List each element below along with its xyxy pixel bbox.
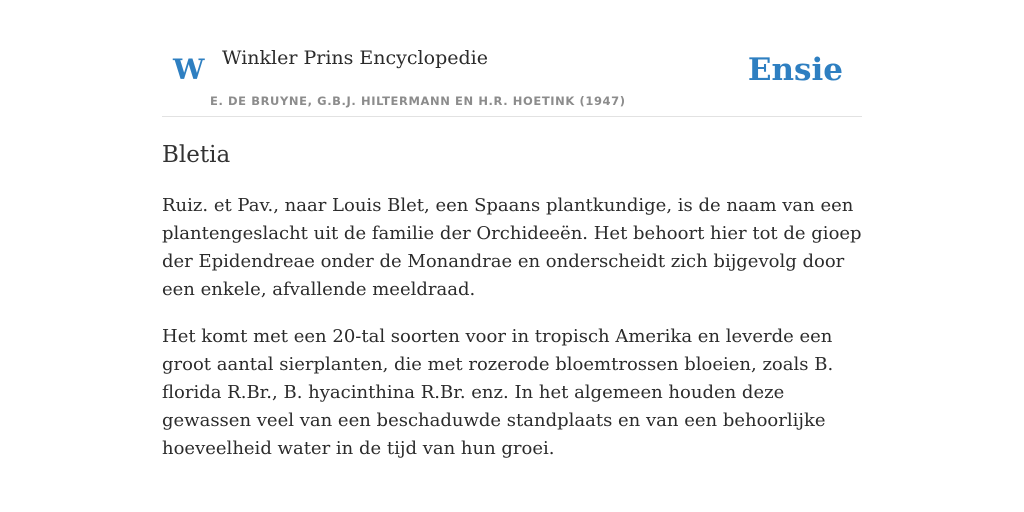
brand-logo[interactable]: Ensie xyxy=(747,52,843,88)
entry-paragraph: Ruiz. et Pav., naar Louis Blet, een Spaans plantkundige, is de naam van een plantengeslacht uit de familie der Orchideeën. Het behoort hier tot de gioep der Epidendreae onder de Monandrae en onderscheidt zich bijgevolg door een enkele, afvallende meeldraad. xyxy=(162,195,862,300)
entry-body xyxy=(162,192,862,482)
source-header xyxy=(162,0,862,117)
source-logo[interactable]: W xyxy=(173,53,205,86)
source-title[interactable]: Winkler Prins Encyclopedie xyxy=(222,47,488,69)
source-authors: E. DE BRUYNE, G.B.J. HILTERMANN EN H.R. HOETINK (1947) xyxy=(210,94,626,108)
entry-title: Bletia xyxy=(162,142,231,168)
entry-paragraph: Het komt met een 20-tal soorten voor in tropisch Amerika en leverde een groot aantal sierplanten, die met rozerode bloemtrossen bloeien, zoals B. florida R.Br., B. hyacinthina R.Br. enz. In het algemeen houden deze gewassen veel van een beschaduwde standplaats en van een behoorlijke hoeveelheid water in de tijd van hun groei. xyxy=(162,326,834,459)
